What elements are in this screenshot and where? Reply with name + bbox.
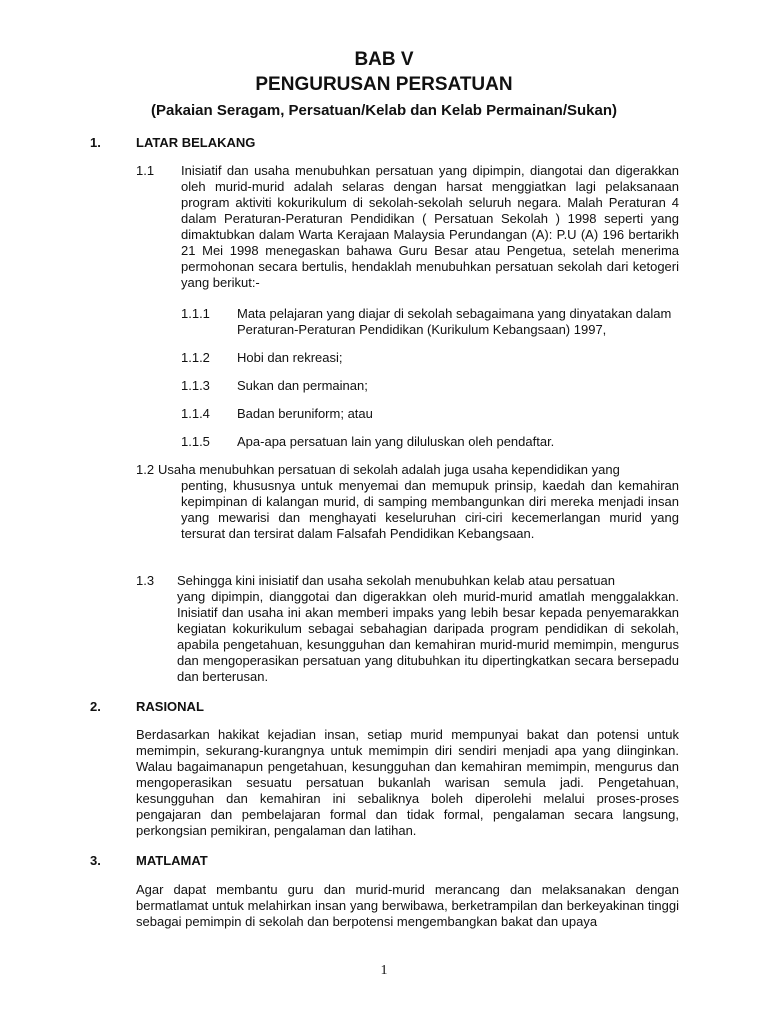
section-1-heading: LATAR BELAKANG <box>136 135 256 150</box>
item-1-1-5-number: 1.1.5 <box>181 434 210 449</box>
para-1-2-text: penting, khususnya untuk menyemai dan memupuk prinsip, kaedah dan kemahiran kepimpinan di kalangan murid, di samping membangunkan diri mereka menjadi insan yang mewarisi dan menghayati keseluruhan ciri-ciri kecemerlangan murid yang tersurat dan tersirat dalam Falsafah Pendidikan Kebangsaan. <box>181 478 679 541</box>
chapter-subtitle: (Pakaian Seragam, Persatuan/Kelab dan Kelab Permainan/Sukan) <box>150 102 617 119</box>
item-1-1-3-text: Sukan dan permainan; <box>237 378 368 393</box>
item-1-1-2-text: Hobi dan rekreasi; <box>237 350 343 365</box>
para-1-3-number: 1.3 <box>136 573 155 588</box>
item-1-1-4-text: Badan beruniform; atau <box>237 406 373 421</box>
section-2-number: 2. <box>90 699 101 714</box>
item-1-1-4-number: 1.1.4 <box>181 406 210 421</box>
para-1-3-first-line: Sehingga kini inisiatif dan usaha sekolah menubuhkan kelab atau persatuan <box>177 573 615 588</box>
item-1-1-2-number: 1.1.2 <box>181 350 210 365</box>
item-1-1-1-text: Mata pelajaran yang diajar di sekolah sebagaimana yang dinyatakan dalam Peraturan-Peraturan Pendidikan (Kurikulum Kebangsaan) 1997, <box>237 306 672 337</box>
section-2-text: Berdasarkan hakikat kejadian insan, setiap murid mempunyai bakat dan potensi untuk memimpin, sekurang-kurangnya untuk memimpin diri sendiri menjadi apa yang diinginkan. Walau bagaimanapun pengetahuan, kesungguhan dan kemahiran memimpin, mengurus dan mengoperasikan sesuatu persatuan bukanlah warisan semula jadi. Pengetahuan, kesungguhan dan kemahiran ini sebaliknya boleh diperolehi melalui proses-proses pengajaran dan pembelajaran formal dan tidak formal, pengalaman secara langsung, perkongsian pemikiran, pengalaman dan latihan. <box>136 727 679 838</box>
item-1-1-5-text: Apa-apa persatuan lain yang diluluskan oleh pendaftar. <box>237 434 555 449</box>
para-1-3-text: yang dipimpin, dianggotai dan digerakkan oleh murid-murid amatlah menggalakkan. Inisiatif dan usaha ini akan memberi impaks yang lebih besar kepada penyemarakkan kegiatan kokurikulum sebagai sebahagian daripada program pendidikan di sekolah, apabila pengetahuan, kesungguhan dan kemahiran murid-murid memimpin, mengurus dan mengoperasikan persatuan yang ditubuhkan itu dipertingkatkan secara bersepadu dan berterusan. <box>177 589 679 684</box>
section-3-number: 3. <box>90 853 101 868</box>
section-3-text: Agar dapat membantu guru dan murid-murid merancang dan melaksanakan dengan bermatlamat untuk melahirkan insan yang berwibawa, berketrampilan dan berkeyakinan tinggi sebagai pemimpin di sekolah dan berpotensi mengembangkan bakat dan upaya <box>136 882 679 929</box>
item-1-1-1-number: 1.1.1 <box>181 306 210 321</box>
section-2-heading: RASIONAL <box>136 699 204 714</box>
item-1-1-3-number: 1.1.3 <box>181 378 210 393</box>
section-3-heading: MATLAMAT <box>136 853 208 868</box>
page-number: 1 <box>380 963 388 978</box>
para-1-2-first-line: Usaha menubuhkan persatuan di sekolah adalah juga usaha kependidikan yang <box>158 462 620 477</box>
chapter-heading: PENGURUSAN PERSATUAN <box>255 74 513 95</box>
para-1-1-number: 1.1 <box>136 163 155 178</box>
para-1-1-text: Inisiatif dan usaha menubuhkan persatuan yang dipimpin, diangotai dan digerakkan oleh murid-murid adalah selaras dengan harsat menggiatkan lagi pelaksanaan program aktiviti kokurikulum di sekolah-sekolah seluruh negara. Malah Peraturan 4 dalam Peraturan-Peraturan Pendidikan ( Persatuan Sekolah ) 1998 seperti yang dimaktubkan dalam Warta Kerajaan Malaysia Perundangan (A): P.U (A) 196 bertarikh 21 Mei 1998 menegaskan bahawa Guru Besar atau Pengetua, setelah menerima permohonan secara bertulis, hendaklah menubuhkan persatuan sekolah dari ketogeri yang berikut:- <box>181 163 679 290</box>
para-1-2-number: 1.2 <box>136 462 155 477</box>
chapter-title: BAB V <box>354 49 414 70</box>
section-1-number: 1. <box>90 135 101 150</box>
